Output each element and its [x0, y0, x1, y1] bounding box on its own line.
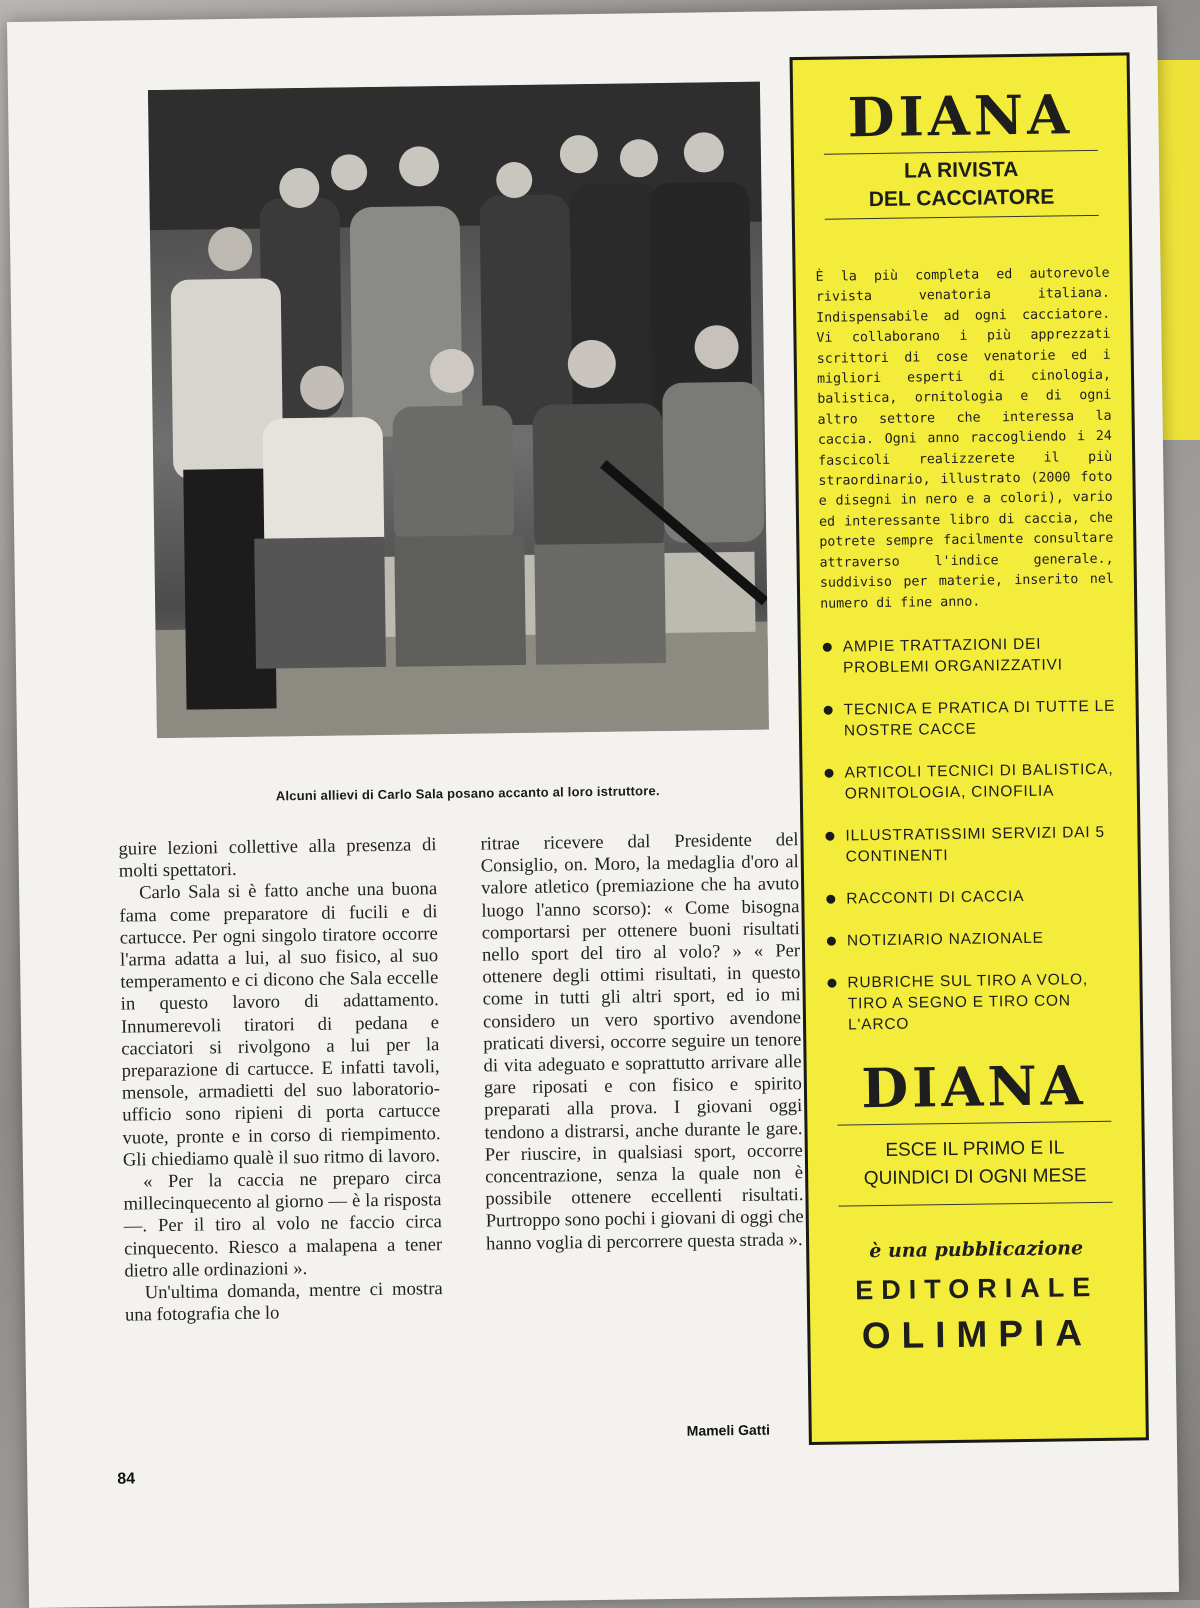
ad-schedule [828, 1126, 1123, 1202]
article-author: Mameli Gatti [686, 1421, 771, 1439]
ad-feature-list [821, 633, 1121, 1036]
ad-description: È la più completa ed autorevole rivista venatoria italiana. Indispensabile ad ogni cacciatore. Vi collaborano i più apprezzati scrittori di cose venatorie ed i migliori esperti di cinologia, balistica, ornitologia e di ogni altro settore che interessa la caccia. Ogni anno raccogliendo i 24 fascicoli realizzerete il più straordinario, illustrato (2000 foto e disegni in nero e a colori), vario ed interessante libro di caccia, che potrete sempre facilmente consultare attraverso l'indice generale., suddiviso per materie, inserito nel numero di fine anno. [815, 265, 1114, 612]
bullet-icon [825, 832, 834, 841]
article-paragraph: « Per la caccia ne preparo circa millecinquecento al giorno — è la risposta —. Per il tiro al volo ne faccio circa cinquecento. Riesco a malapena a tener dietro alle ordinazioni ». [123, 1167, 443, 1282]
ad-publication-note: è una pubblicazione [869, 1237, 1084, 1263]
bullet-icon [824, 769, 833, 778]
list-item: NOTIZIARIO NAZIONALE [825, 927, 1119, 952]
group-photo [148, 82, 769, 738]
ad-divider [824, 150, 1098, 155]
group-photo-illustration [148, 82, 769, 738]
article-paragraph: ritrae ricevere dal Presidente del Consiglio, on. Moro, la medaglia d'oro al valore atletico (premiazione che ha avuto luogo l'anno scorso): « Come bisogna comportarsi per ottenere buoni risultati nello sport del tiro al volo? » « Per ottenere degli ottimi risultati, in questo come in tutti gli altri sport, ed io mi considero un vero sportivo avendone praticati diversi, occorre seguire un tenore di vita adeguato e soprattutto arrivare alle gare riposati e con fisico e spirito preparati alla prova. I giovani oggi tendono a distrarsi, anche durante le gare. Per riuscire, in qualsiasi sport, occorre concentrazione, senza la quale non è possibile ottenere eccellenti risultati. Purtroppo sono pochi i giovani di oggi che hanno voglia di percorrere questa strada ». [480, 829, 804, 1255]
ad-publisher-2: OLIMPIA [861, 1311, 1094, 1357]
list-item: TECNICA E PRATICA DI TUTTE LE NOSTRE CACCE [822, 696, 1117, 742]
ad-title-repeat: DIANA [860, 1053, 1088, 1121]
list-item: RUBRICHE SUL TIRO A VOLO, TIRO A SEGNO E TIRO CON L'ARCO [825, 969, 1120, 1036]
list-item: AMPIE TRATTAZIONI DEI PROBLEMI ORGANIZZATIVI [821, 633, 1116, 679]
ad-subtitle-2: DEL CACCIATORE [868, 185, 1055, 212]
ad-divider [825, 215, 1099, 220]
bullet-icon [823, 643, 832, 652]
article-paragraph: Un'ultima domanda, mentre ci mostra una fotografia che lo [124, 1278, 443, 1326]
photo-caption: Alcuni allievi di Carlo Sala posano accanto al loro istruttore. [275, 783, 660, 804]
magazine-page [7, 6, 1179, 1608]
page-number: 84 [117, 1470, 136, 1488]
ad-schedule-line-1: ESCE IL PRIMO E IL [885, 1137, 1065, 1161]
ad-divider [837, 1121, 1111, 1126]
article-paragraph: guire lezioni collettive alla presenza di molti spettatori. [118, 834, 437, 882]
bullet-icon [826, 895, 835, 904]
ad-divider [839, 1202, 1113, 1207]
list-item: ARTICOLI TECNICI DI BALISTICA, ORNITOLOGIA, CINOFILIA [822, 759, 1117, 805]
list-item: RACCONTI DI CACCIA [824, 885, 1118, 910]
ad-schedule-line-2: QUINDICI DI OGNI MESE [863, 1165, 1087, 1190]
ad-title: DIANA [847, 82, 1074, 150]
ad-subtitle-1: LA RIVISTA [903, 158, 1019, 183]
article-paragraph: Carlo Sala si è fatto anche una buona fama come preparatore di fucili e di cartucce. Per ogni singolo tiratore occorre l'arma adatta a lui, al suo fisico, al suo temperamento e ci dicono che Sala eccelle in questo lavoro di adattamento. Innumerevoli tiratori di pedana e cacciatori si rivolgono a lui per la preparazione di cartucce. E infatti tavoli, mensole, armadietti del suo laboratorio-ufficio sono ripieni di porta cartucce vuote, pronte e in corso di riempimento. Gli chiediamo qualè il suo ritmo di lavoro. [119, 878, 441, 1171]
ad-publisher-1: EDITORIALE [855, 1271, 1099, 1306]
article-column-1 [118, 834, 443, 1327]
article-column-2 [480, 829, 804, 1255]
list-item: ILLUSTRATISSIMI SERVIZI DAI 5 CONTINENTI [823, 822, 1118, 868]
bullet-icon [827, 937, 836, 946]
diana-advertisement [790, 52, 1149, 1445]
bullet-icon [827, 979, 836, 988]
bullet-icon [824, 706, 833, 715]
